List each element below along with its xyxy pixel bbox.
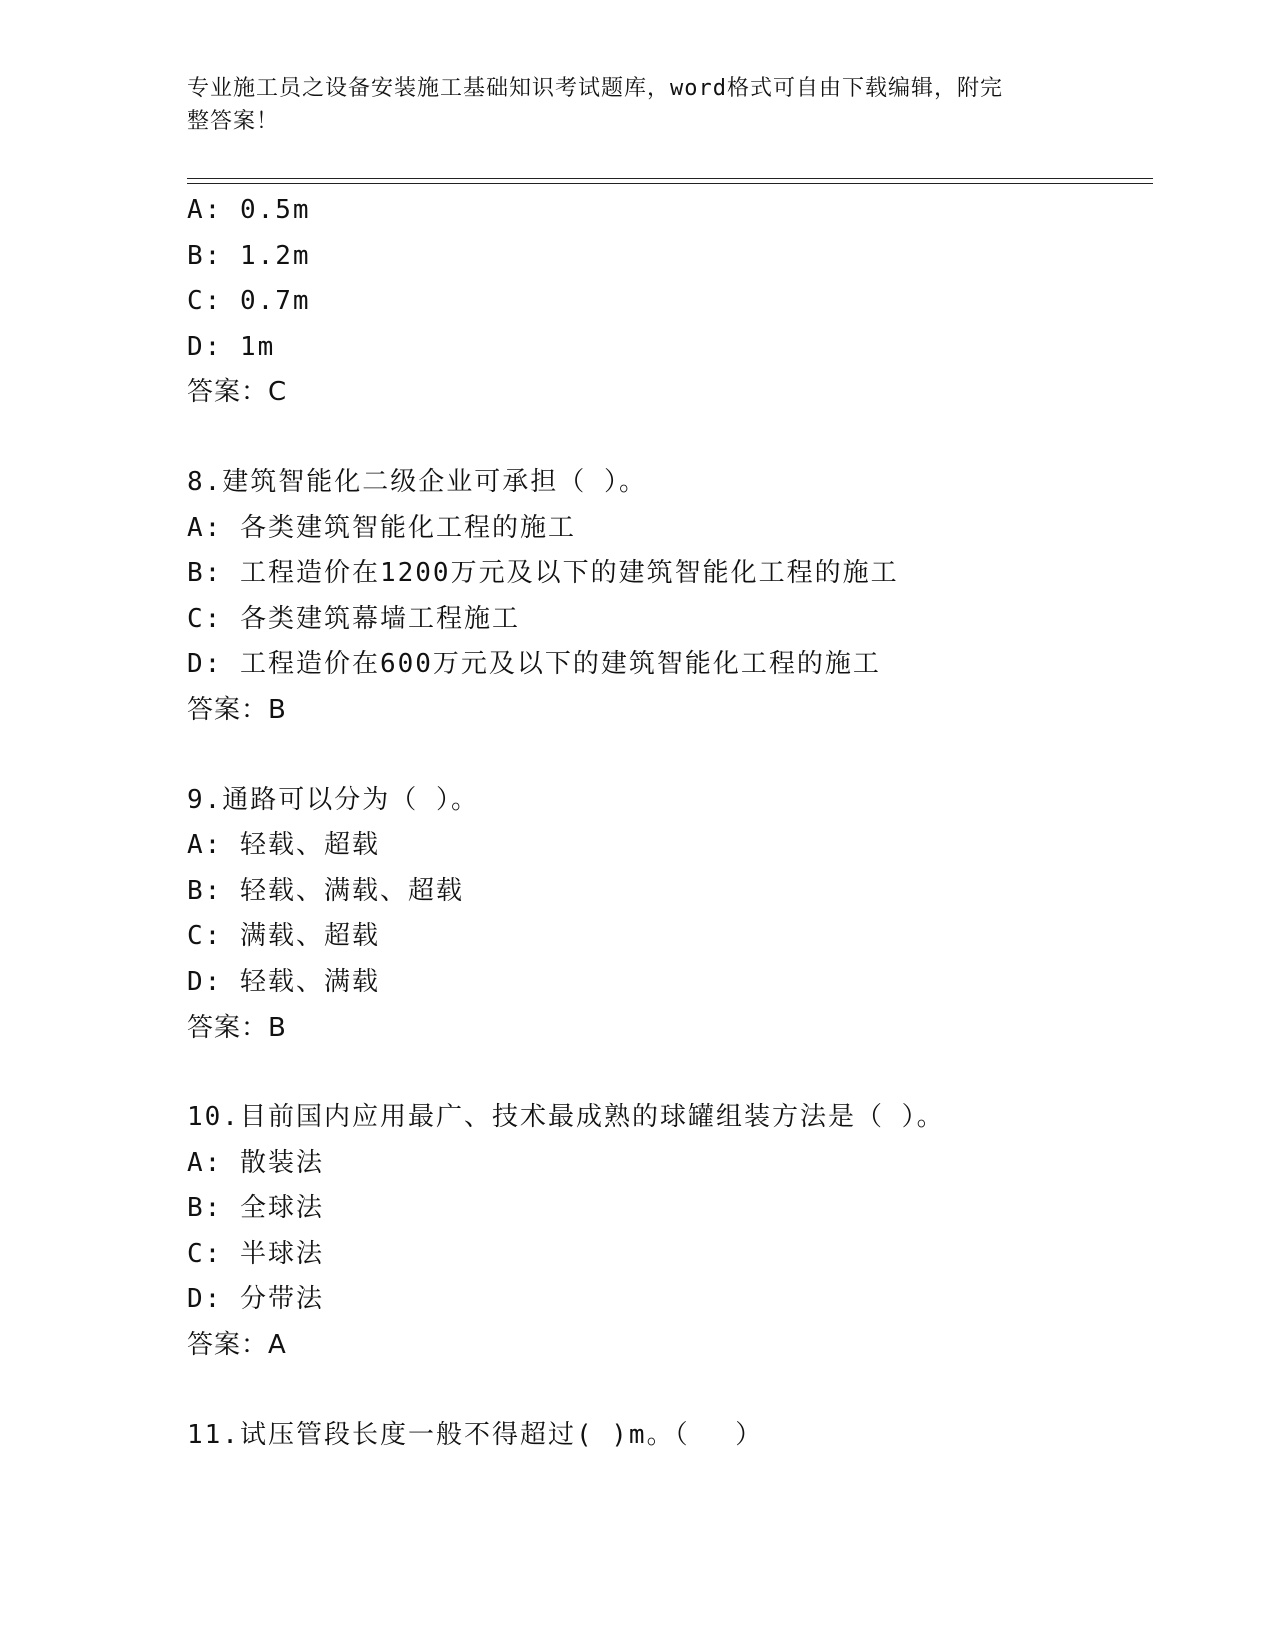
header-divider-bottom <box>187 183 1153 184</box>
option-d: D: 工程造价在600万元及以下的建筑智能化工程的施工 <box>187 649 881 680</box>
option-c: C: 满载、超载 <box>187 921 380 952</box>
option-d: D: 1m <box>187 331 276 362</box>
spacer <box>187 1369 1167 1413</box>
option-a: A: 散装法 <box>187 1147 324 1178</box>
option-b: B: 工程造价在1200万元及以下的建筑智能化工程的施工 <box>187 558 899 589</box>
question-block-10 <box>187 1095 1167 1369</box>
spacer <box>187 734 1167 778</box>
option-d: D: 分带法 <box>187 1284 324 1315</box>
question-block-9 <box>187 778 1167 1052</box>
option-c: C: 各类建筑幕墙工程施工 <box>187 603 520 634</box>
question-list <box>187 188 1167 1458</box>
spacer <box>187 416 1167 460</box>
header-divider-top <box>187 178 1153 179</box>
answer: 答案：A <box>187 1330 287 1361</box>
document-header <box>187 72 1067 138</box>
question-block-11 <box>187 1413 1167 1459</box>
spacer <box>187 1051 1167 1095</box>
question-block-8 <box>187 460 1167 734</box>
option-d: D: 轻载、满载 <box>187 966 380 997</box>
question-text: 8.建筑智能化二级企业可承担（ ）。 <box>187 466 647 497</box>
option-b: B: 全球法 <box>187 1193 324 1224</box>
answer: 答案：C <box>187 377 288 408</box>
option-c: C: 半球法 <box>187 1238 324 1269</box>
answer: 答案：B <box>187 694 287 725</box>
option-c: C: 0.7m <box>187 286 311 317</box>
option-b: B: 轻载、满载、超载 <box>187 875 464 906</box>
answer: 答案：B <box>187 1012 287 1043</box>
header-line-1: 专业施工员之设备安装施工基础知识考试题库，word格式可自由下载编辑，附完 <box>187 76 1003 101</box>
option-a: A: 各类建筑智能化工程的施工 <box>187 512 576 543</box>
question-block-7 <box>187 188 1167 416</box>
question-text: 11.试压管段长度一般不得超过( )m。（ ） <box>187 1419 764 1450</box>
question-text: 9.通路可以分为（ ）。 <box>187 784 479 815</box>
option-a: A: 0.5m <box>187 195 311 225</box>
option-a: A: 轻载、超载 <box>187 830 380 861</box>
header-line-2: 整答案！ <box>187 109 280 134</box>
option-b: B: 1.2m <box>187 240 311 271</box>
question-text: 10.目前国内应用最广、技术最成熟的球罐组装方法是（ ）。 <box>187 1102 945 1133</box>
